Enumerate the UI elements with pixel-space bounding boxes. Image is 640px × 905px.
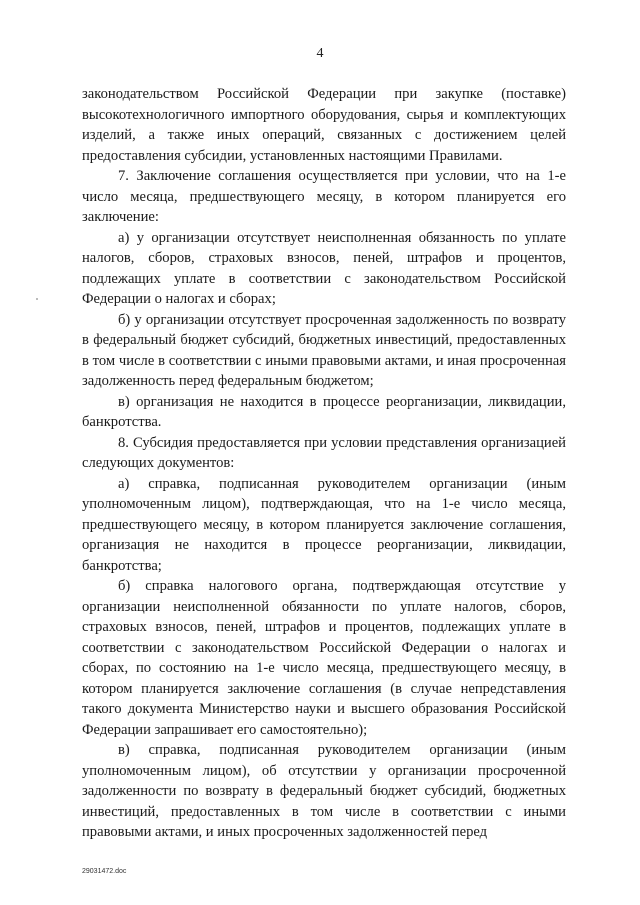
footer-doc-code: 29031472.doc: [82, 868, 127, 875]
paragraph-1: законодательством Российской Федерации при закупке (поставке) высокотехнологичного импортного оборудования, сырья и комплектующих изделий, а также иных операций, связанных с достижением целей предоставления субсидии, установленных настоящими Правилами.: [82, 86, 566, 164]
paragraph-clause-8: 8. Субсидия предоставляется при условии представления организацией следующих документов:: [82, 434, 566, 471]
paragraph-clause-8b: б) справка налогового органа, подтверждающая отсутствие у организации неисполненной обязанности по уплате налогов, сборов, страховых взносов, пеней, штрафов и процентов, подлежащих уплате в соответствии с законодательством Российской Федерации о налогах и сборах, по состоянию на 1-е число месяца, предшествующего месяцу, в котором планируется заключение соглашения (в случае непредставления такого документа Министерство науки и высшего образования Российской Федерации запрашивает его самостоятельно);: [82, 578, 566, 738]
scan-mark: [36, 298, 38, 300]
page-number: 4: [316, 46, 324, 61]
document-body: [82, 84, 566, 843]
paragraph-clause-7: 7. Заключение соглашения осуществляется при условии, что на 1-е число месяца, предшествующего месяцу, в котором планируется его заключение:: [82, 168, 566, 225]
paragraph-clause-8a: а) справка, подписанная руководителем организации (иным уполномоченным лицом), подтверждающая, что на 1-е число месяца, предшествующего месяцу, в котором планируется заключение соглашения, организация не находится в процессе реорганизации, ликвидации, банкротства;: [82, 475, 566, 574]
paragraph-clause-7c: в) организация не находится в процессе реорганизации, ликвидации, банкротства.: [82, 393, 566, 430]
paragraph-clause-8c: в) справка, подписанная руководителем организации (иным уполномоченным лицом), об отсутствии у организации просроченной задолженности по возврату в федеральный бюджет субсидий, бюджетных инвестиций, предоставленных в том числе в соответствии с иными правовыми актами, и иных просроченных задолженностей перед: [82, 742, 566, 840]
paragraph-clause-7a: а) у организации отсутствует неисполненная обязанность по уплате налогов, сборов, страховых взносов, пеней, штрафов и процентов, подлежащих уплате в соответствии с законодательством Российской Федерации о налогах и сборах;: [82, 229, 566, 307]
paragraph-clause-7b: б) у организации отсутствует просроченная задолженность по возврату в федеральный бюджет субсидий, бюджетных инвестиций, предоставленных в том числе в соответствии с иными правовыми актами, и иная просроченная задолженность перед федеральным бюджетом;: [82, 311, 566, 389]
